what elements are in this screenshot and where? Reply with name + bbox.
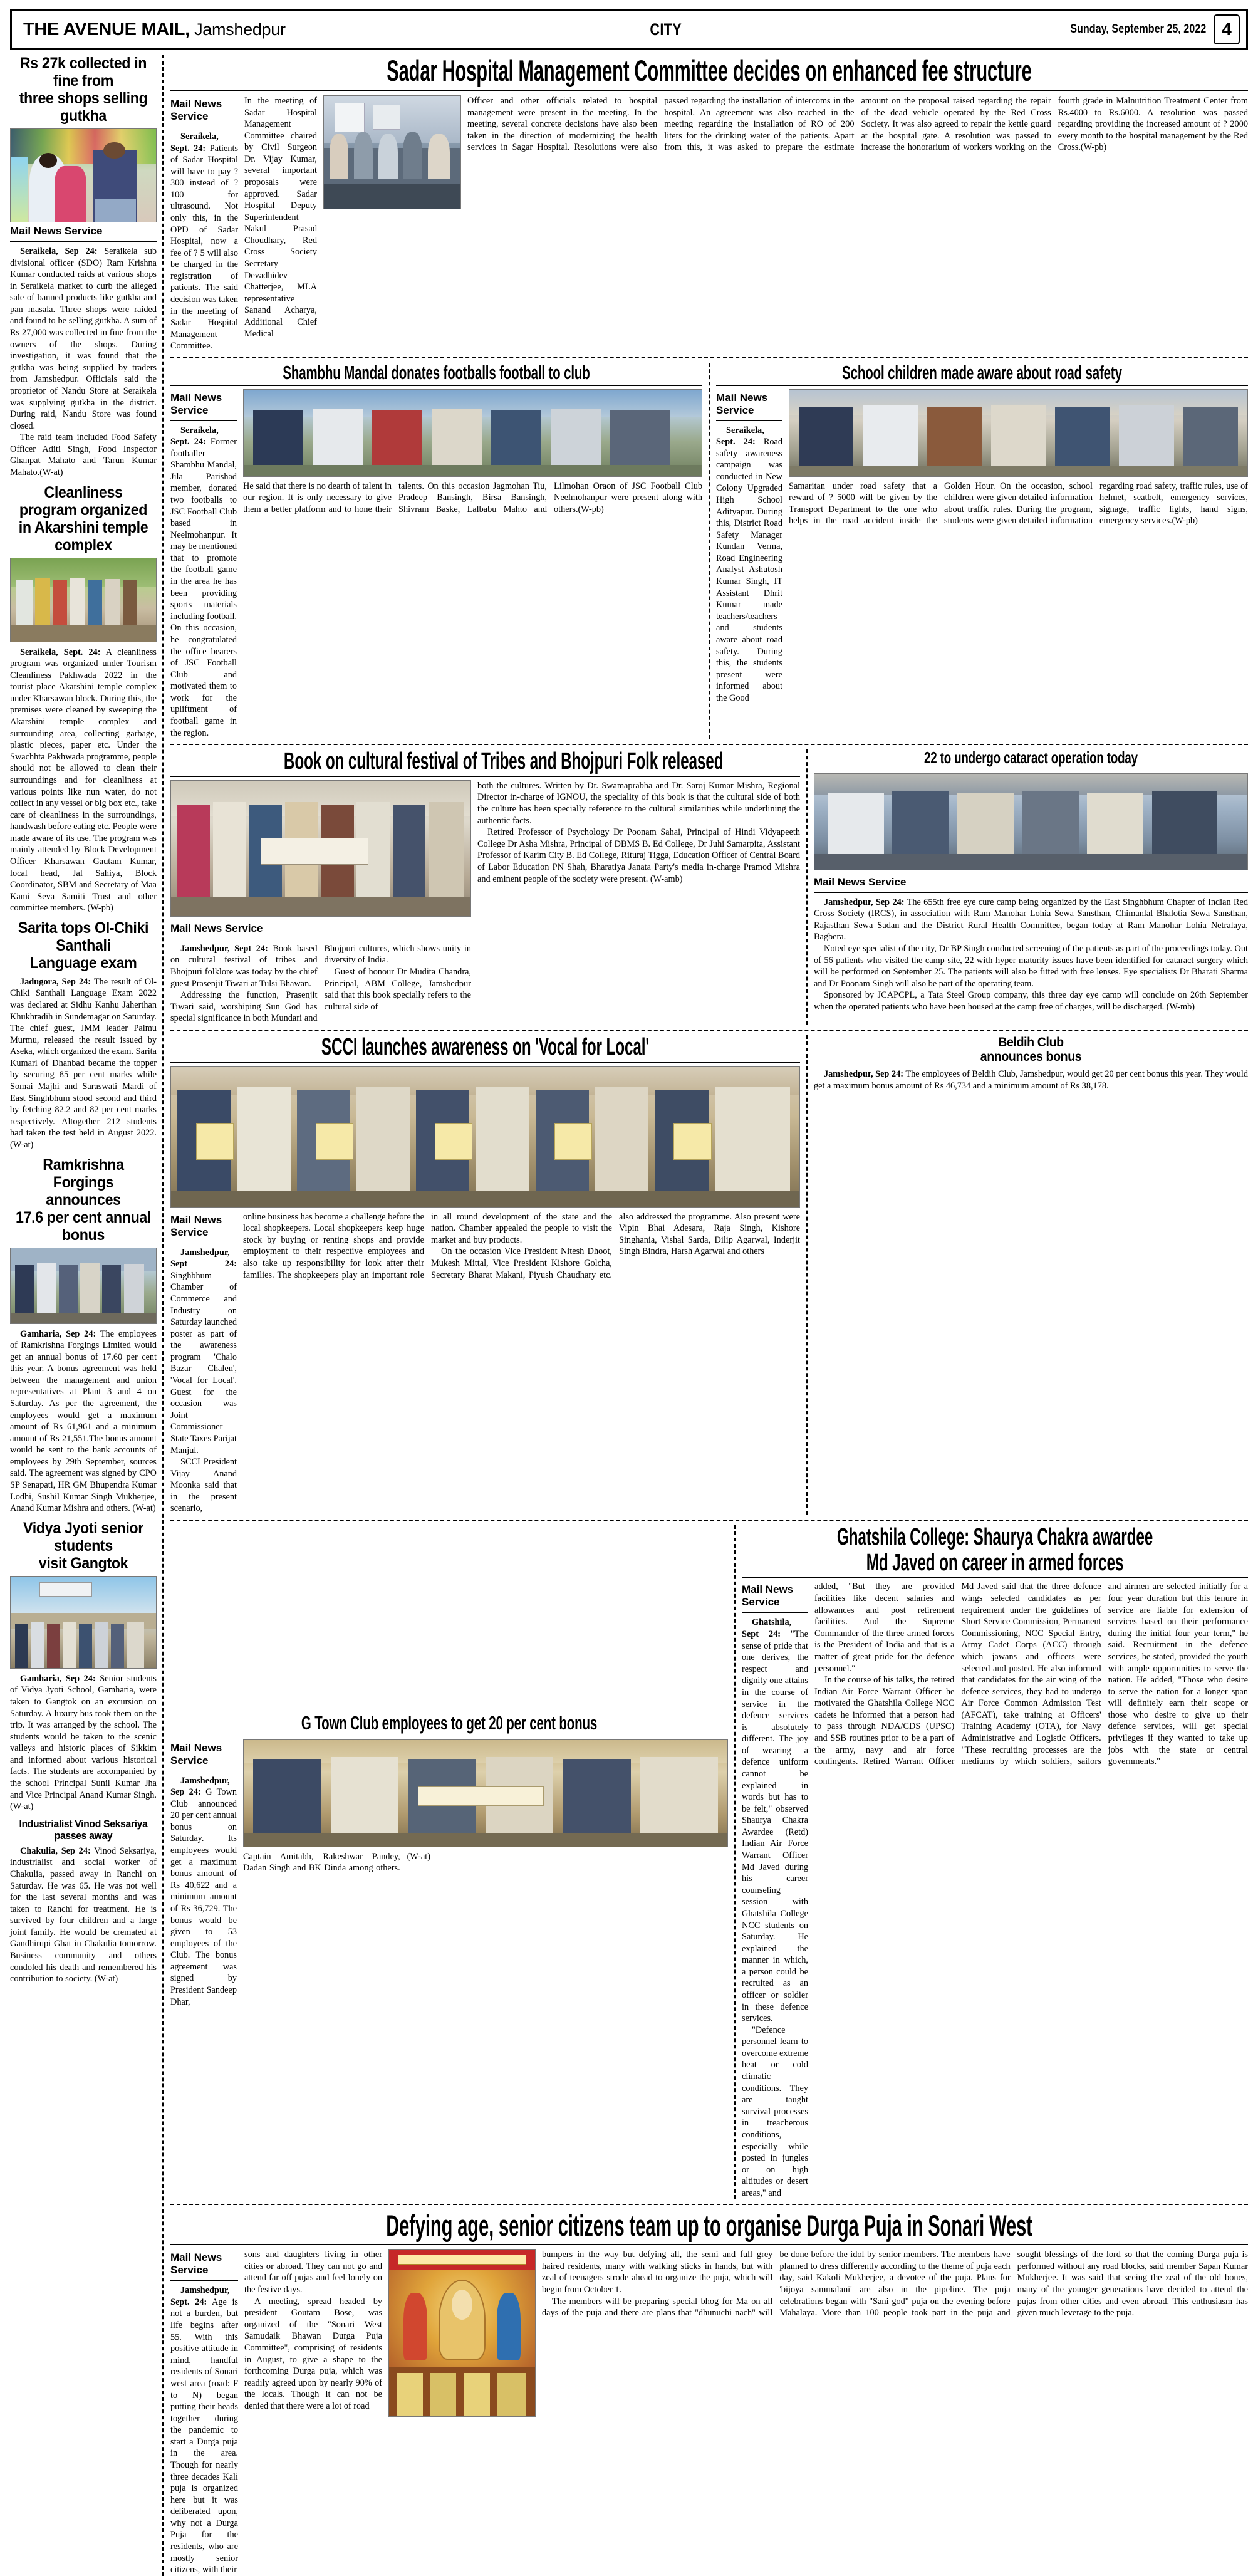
rule bbox=[170, 90, 1248, 91]
headline-cleanliness: Cleanliness program organized in Akarshini temple complex bbox=[18, 483, 148, 554]
article-scci bbox=[170, 1035, 806, 1515]
body-durga-rest: bumpers in the way but defying all, the semi and full grey haired residents, many with walking sticks in hands, but with zeal of teenagers strode ahead to organize the puja, which will begin from October 1. The members will be preparing special bhog for Ma on all days of the puja and there are plans that "dhunuchi nach" will be done before the idol by senior members. The members have planned to dress differently according to the theme of puja each day, said Kakoli Mukherjee, a devotee of the puja. Plans for 'bijoya sammalani' are also in the pipeline. The puja celebrations began with "Sani god" puja on the evening before Mahalaya. More than 100 people took part in the puja and sought blessings of the lord so that the coming Durga puja is performed without any road blocks, said member Sapan Kumar Mukherjee. It was said that seeing the zeal of the old bones, many of the younger generations have decided to attend the pujas from other cities and even abroad. This enthusiasm has given much leverage to the puja. bbox=[542, 2250, 1248, 2318]
body-sarita-p1: The result of Ol-Chiki Santhali Language Exam 2022 was declared at Sidhu Kanhu Jaherthan Khukhradih in Sundemagar on Saturday. The chief guest, JMM leader Palmu Murmu, released the result issued by Aseka, which organized the exam. Sarita Kumari of Dhanbad became the topper by securing 85 per cent marks while Somai Majhi and Saraswati Mardi of East Singhbhum stood second and third by fetching 82.2 and 82 per cent marks respectively. Altogether 212 students had taken the test held in August 2022.(W-at) bbox=[10, 976, 157, 1150]
article-cataract bbox=[806, 749, 1248, 1025]
photo-scci-poster bbox=[170, 1066, 800, 1208]
section-divider bbox=[170, 1030, 1248, 1031]
body-book-lower: Jamshedpur, Sept 24: Book based on cultural festival of tribes and Bhojpuri folklore was today by the chief guest Prasenjit Tiwari at Tulsi Bhawan. Addressing the function, Prasenjit Tiwari said, worshiping Sun God has special significance in both Mundari and Bhojpuri cultures, which shows unity in diversity of India. Guest of honour Dr Mudita Chandra, Principal, ABM College, Jamshedpur said that this book specially refers to the cultural side of bbox=[170, 943, 471, 1024]
headline-roadsafety: School children made aware about road safety bbox=[842, 361, 1122, 383]
photo-book-release bbox=[170, 780, 471, 917]
photo-shambhu-football bbox=[243, 389, 702, 477]
masthead-right bbox=[1046, 14, 1240, 44]
photo-ramkrishna bbox=[10, 1248, 157, 1324]
dateline-book: Jamshedpur, Sept 24: bbox=[180, 943, 268, 954]
masthead-city: Jamshedpur bbox=[194, 19, 286, 39]
body-beldih: Jamshedpur, Sep 24: The employees of Beldih Club, Jamshedpur, would get 20 per cent bonus this year. They would get a maximum bonus amount of Rs 46,734 and a minimum amount of Rs 38,178. bbox=[814, 1068, 1248, 1091]
dateline-ghatshila: Ghatshila, Sept 24: bbox=[742, 1617, 792, 1640]
dateline-durga: Jamshedpur, Sept. 24: bbox=[170, 2285, 230, 2307]
dateline-shambhu: Seraikela, Sept. 24: bbox=[170, 425, 219, 447]
article-ghatshila bbox=[734, 1525, 1248, 2199]
article-durga bbox=[170, 2209, 1248, 2575]
body-ramkrishna-p1: The employees of Ramkrishna Forgings Limited would get an annual bonus of 17.60 per cent this year. A bonus agreement was held between the management and union representatives at Plant 3 and 4 on Saturday. As per the agreement, the employees would get a maximum amount of Rs 61,961 and a minimum amount of Rs 21,551.The bonus amount would be sent to the bank accounts of employees by 29th September, sources said. The agreement was signed by CPO SP Senapati, HR GM Bhupendra Kumar Lodhi, Sushil Kumar Singh Mukherjee, Anand Kumar Mishra and others. (W-at) bbox=[10, 1328, 157, 1514]
headline-sarita: Sarita tops Ol-Chiki Santhali Language exam bbox=[18, 919, 149, 972]
byline-durga: Mail News Service bbox=[170, 2251, 222, 2276]
article-book bbox=[170, 749, 806, 1025]
left-rail bbox=[10, 55, 164, 2576]
article-sarita bbox=[10, 919, 157, 1151]
photo-durga-pandal bbox=[388, 2249, 536, 2417]
photo-vidyajyoti bbox=[10, 1576, 157, 1669]
headline-cataract: 22 to undergo cataract operation today bbox=[924, 748, 1138, 768]
dateline-gutkha: Seraikela, Sep 24: bbox=[20, 246, 98, 256]
body-book-right: both the cultures. Written by Dr. Swamaprabha and Dr. Saroj Kumar Mishra, Regional Director in-charge of IGNOU, the speciality of this book is that the cultural side of both the culture has been specially reference to the cultural similarities while underlining the authentic facts. Retired Professor of Psychology Dr Poonam Sahai, Principal of Hindi Vidyapeeth College Dr Asha Mishra, Principal of DBMS B. Ed College, Dr Juhi Samarpita, Assistant Professor of Karim City B. Ed College, Rituraj Tigga, Education Officer of Central Board of Labor Education PN Shah, Bharatiya Janata Party's media in-charge Pramod Mishra and eminent people of the society were present. (W-amb) bbox=[477, 780, 800, 884]
headline-gutkha: Rs 27k collected in fine from three shops selling gutkha bbox=[19, 55, 148, 125]
photo-gutkha-shop bbox=[10, 128, 157, 222]
headline-ghatshila-l1: Ghatshila College: Shaurya Chakra awardee bbox=[836, 1523, 1153, 1550]
article-vidyajyoti bbox=[10, 1520, 157, 1813]
section-divider bbox=[170, 2204, 1248, 2205]
masthead-section: CITY bbox=[650, 19, 682, 39]
masthead-date: Sunday, September 25, 2022 bbox=[1070, 23, 1206, 36]
body-vinod-p1: Vinod Seksariya, industrialist and social worker of Chakulia, passed away in Ranchi on Saturday. He was 65. He was not well for the last several months and was taken to Ranchi for treatment. He is survived by four children and a large joint family. He would be cremated at Gandhirupi Ghat in Chakulia tomorrow. Business community and others condoled his death and remembered his contribution to society. (W-at) bbox=[10, 1845, 157, 1984]
body-gtown-col1: Jamshedpur, Sep 24: G Town Club announced 20 per cent annual bonus on Saturday. Its employees would get a maximum bonus amount of Rs 40,622 and a minimum amount of Rs 36,729. The bonus would be given to 53 employees of the Club. The bonus agreement was signed by President Sandeep Dhar, bbox=[170, 1775, 237, 2007]
photo-sadar-meeting bbox=[323, 95, 461, 209]
byline-rule bbox=[742, 1612, 808, 1613]
headline-book: Book on cultural festival of Tribes and Bhojpuri Folk released bbox=[283, 748, 724, 775]
body-shambhu-col1: Seraikela, Sept. 24: Former footballer Shambhu Mandal, Jila Parishad member, donated two footballs to JSC Football Club based in Neelmohanpur. It may be mentioned that to promote the football game in the area he has been providing sports materials including football. On this occasion, he congratulated the office bearers of JSC Football Club and motivated them to work for the upliftment of football game in the region. bbox=[170, 425, 237, 738]
rule bbox=[742, 1577, 1248, 1578]
body-vidyajyoti bbox=[10, 1673, 157, 1813]
article-ramkrishna bbox=[10, 1156, 157, 1515]
dateline-vinod: Chakulia, Sep 24: bbox=[20, 1845, 91, 1856]
rule bbox=[170, 776, 800, 777]
main-area bbox=[164, 55, 1248, 2576]
body-roadsafety-rest: Samaritan under road safety that a reward of ? 5000 will be given by the Transport Department to the one who helps in the road accident inside the Golden Hour. On the occasion, school children were given detailed information about traffic rules. During the program, students were given detailed information regarding road safety, traffic rules, use of helmet, seatbelt, emergency services, signage, traffic lights, hand signs, emergency services.(W-pb) bbox=[789, 481, 1248, 526]
body-cleanliness-p1: A cleanliness program was organized under Tourism Cleanliness Pakhwada 2022 in the tourist place Akarshini temple complex under Kharsawan block. During this, the premises were cleaned by sweeping the Akarshini temple complex and surrounding area, collecting garbage, plastic pieces, paper etc. Under the Swachhta Pakhwada programme, people should not be allowed to clean their surroundings and for cleanliness at various points like nun water, do not collect in any vessel or big box etc., take care of cleanliness in the surroundings, handwash before eating etc. People were made aware of its use. The program was mainly attended by Block Development Officer Kharsawan Gautam Kumar, local head, Jal Sahiya, Block Coordinator, SBM and Secretary of Maa Kami Seva Samiti Trust and other committee members. (W-pb) bbox=[10, 647, 157, 914]
headline-shambhu: Shambhu Mandal donates footballs football to club bbox=[283, 361, 590, 383]
body-sadar-rest: Officer and other officials related to hospital management were present in the meeting. In the meeting, several concrete decisions have also been taken in the direction of modernizing the health services in Sagar Hospital. Resolutions were also passed regarding the installation of intercoms in the hospital. An agreement was also reached in the meeting regarding the installation of RO of 200 liters for the drinking water of the patients. Apart from this, it was asked to prepare the estimate amount on the proposal raised regarding the repair of the dead vehicle operated by the Red Cross Society. It was also agreed to repair the kettle guard at the hospital gate. A resolution was passed to increase the honorarium of workers working on the fourth grade in Malnutrition Treatment Center from Rs.4000 to Rs.6000. A resolution was passed regarding providing the increased amount of ? 2000 every month to the hospital management by the Red Cross.(W-pb) bbox=[467, 95, 1248, 153]
headline-ramkrishna: Ramkrishna Forgings announces 17.6 per cent annual bonus bbox=[15, 1155, 152, 1244]
article-roadsafety bbox=[709, 363, 1248, 739]
body-gutkha-p1: Seraikela sub divisional officer (SDO) Ram Krishna Kumar conducted raids at various shops in Seraikela market to curb the alleged sale of banned products like gutkha and pan masala. Three shops were raided and found to be selling gutkha. A sum of Rs 27,000 was collected in fine from the owners of the shops. During investigation, it was found that the gutkha was being supplied by traders from Jamshedpur. Officials said the proprietor of Nandu Store at Seraikela was supplying gutkha in the district. During raid, Nandu Store was found closed. bbox=[10, 246, 157, 431]
body-vidyajyoti-p1: Senior students of Vidya Jyoti School, Gamharia, were taken to Gangtok on an excursion on Saturday. A luxury bus took them on the trip. It was arranged by the school. The students would be taken to the scenic valleys and historic places of Sikkim and informed about various historical facts. The students are accompanied by the school Principal Sunil Kumar Jha and Vice Principal Anand Kumar Singh.(W-at) bbox=[10, 1673, 157, 1812]
photo-roadsafety bbox=[789, 389, 1248, 477]
masthead-section-wrap bbox=[286, 20, 1046, 39]
byline-ghatshila: Mail News Service bbox=[742, 1583, 794, 1609]
row-shambhu-roadsafety bbox=[170, 363, 1248, 739]
article-vinod bbox=[10, 1818, 157, 1985]
body-sarita bbox=[10, 976, 157, 1151]
body-gtown-rest: Captain Amitabh, Rakeshwar Pandey, Dadan Singh and BK Dinda among others.(W-at) bbox=[243, 1851, 430, 1874]
dateline-vidyajyoti: Gamharia, Sep 24: bbox=[20, 1673, 96, 1684]
row-scci-beldih bbox=[170, 1035, 1248, 1515]
byline-gtown: Mail News Service bbox=[170, 1741, 222, 1766]
article-shambhu bbox=[170, 363, 709, 739]
headline-beldih: Beldih Club announces bonus bbox=[980, 1035, 1082, 1065]
body-shambhu-rest: He said that there is no dearth of talent in our region. It is only necessary to give them a better platform and to hone their talents. On this occasion Jagmohan Tiu, Pradeep Bansingh, Birsa Bansingh, Shivram Baske, Lalbabu Mahto and Lilmohan Oraon of JSC Football Club Neelmohanpur were present along with others.(W-pb) bbox=[243, 481, 702, 514]
dateline-roadsafety: Seraikela, Sept. 24: bbox=[716, 425, 764, 447]
sadar-layout bbox=[170, 95, 1248, 352]
section-divider bbox=[170, 357, 1248, 358]
article-gtown bbox=[170, 1525, 734, 2199]
article-beldih bbox=[806, 1035, 1248, 1515]
body-ghatshila-col1: Ghatshila, Sept 24: "The sense of pride that one derives, the respect and dignity one attains in the course of service in the defence services is absolutely different. The joy of wearing a defence uniform cannot be explained in words but has to be felt," observed Shaurya Chakra Awardee (Retd) Indian Air Force Warrant Officer Md Javed during his career counseling session with Ghatshila College NCC students on Saturday. He explained the manner in which, a person could be recruited as an officer or soldier in these defence services. "Defence personnel learn to overcome extreme heat or cold climatic conditions. They are taught survival processes in treacherous conditions, especially while posted in jungles or on high altitudes or desert areas," and bbox=[742, 1617, 808, 2198]
byline-rule bbox=[10, 241, 157, 242]
body-scci-col1: Jamshedpur, Sept 24: Singhbhum Chamber of Commerce and Industry on Saturday launched poster as part of the awareness program 'Chalo Bazar Chalen', 'Vocal for Local'. Guest for the occasion was Joint Commissioner State Taxes Parijat Manjul. SCCI President Vijay Anand Moonka said that in the present scenario, bbox=[170, 1247, 237, 1514]
headline-sadar: Sadar Hospital Management Committee decides on enhanced fee structure bbox=[387, 54, 1032, 87]
photo-cataract-camp bbox=[814, 773, 1248, 870]
body-ghatshila-rest: added, "But they are provided facilities like decent salaries and allowances and post retirement facilities. And the Supreme Commander of the three armed forces is the President of India and that is a matter of great pride for the defence personnel." In the course of his talks, the retired Indian Air Force Warrant Officer he motivated the Ghatshila College NCC cadets he informed that a person had to pass through NDA/CDS (UPSC) and SSB routines prior to be a part of the army, navy and air force contingents. Retired Warrant Officer Md Javed said that the three defence wings selected candidates as per requirement under the guidelines of Short Service Commission, Permanent Commissioning, NCC Special Entry, Army Cadet Corps (ACC) through which jawans and officers were selected and posted. He also informed that candidates for the air wing of the defence services, they had to undergo Air Force Common Admission Test (AFCAT), take training at Officers' Training Academy (OTA), for Navy Administrative and Logistic Officers. "These recruiting processes are the mediums by which soldiers, sailors and airmen are selected initially for a four year duration but this tenure in service are liable for extension of services based on their performance during the initial four year term," he said. Recruitment in the defence services, he stated, provided the youth with ample opportunities to serve the nation. He added, "Those who desire to serve the nation for a longer span will definitely earn their scope or those who desire to give up their defence services, will get special privileges if they wanted to take up jobs with the state or central governments." bbox=[814, 1582, 1248, 1767]
body-sadar-col2: In the meeting of Sadar Hospital Management Committee chaired by Civil Surgeon Dr. Vijay Kumar, several important proposals were approved. Sadar Hospital Deputy Superintendent Nakul Prasad Choudhary, Red Cross Society Secretary Devadhidev Chatterjee, MLA representative Sanand Acharya, Additional Chief Medical bbox=[244, 95, 317, 339]
dateline-gtown: Jamshedpur, Sep 24: bbox=[170, 1775, 230, 1798]
masthead-brand bbox=[23, 19, 286, 40]
byline-cataract: Mail News Service bbox=[814, 875, 907, 888]
dateline-cataract: Jamshedpur, Sep 24: bbox=[824, 897, 905, 907]
masthead-brand-name: THE AVENUE MAIL, bbox=[23, 19, 190, 39]
body-cleanliness bbox=[10, 647, 157, 914]
byline-roadsafety: Mail News Service bbox=[716, 391, 768, 416]
body-scci-rest: online business has become a challenge before the local shopkeepers. Local shopkeepers keep huge stock by buying or renting shops and provide employment to their respective employees and also take up responsibility for look after their families. The shopkeepers play an important role in all round development of the state and the nation. Chamber appealed the people to visit the market and buy products. On the occasion Vice President Nitesh Dhoot, Mukesh Mittal, Vice President Kishore Golcha, Secretary Bharat Makani, Piyush Chaudhary etc. also addressed the programme. Also present were Vipin Bhai Adesara, Raja Singh, Kishore Singhania, Vishal Sarda, Dilip Agarwal, Inderjit Singh Bindra, Harsh Agarwal and others bbox=[243, 1211, 800, 1280]
byline-rule bbox=[814, 892, 1248, 893]
body-durga-col2: sons and daughters living in other cities or abroad. They can not go and attend far off pujas and feel lonely on the festive days. A meeting, spread headed by president Goutam Bose, was organized of the "Sonari West Samudaik Bhawan Durga Puja Committee", comprising of residents in August, to give a shape to the forthcoming Durga puja, which was readily agreed upon by nearly 90% of the locals. Though it can not be denied that there were a lot of road bbox=[244, 2250, 382, 2411]
photo-gtown-bonus bbox=[243, 1739, 728, 1847]
byline-shambhu: Mail News Service bbox=[170, 391, 222, 416]
byline-gutkha: Mail News Service bbox=[10, 225, 103, 237]
dateline-ramkrishna: Gamharia, Sep 24: bbox=[20, 1328, 96, 1339]
article-cleanliness bbox=[10, 484, 157, 914]
byline-book: Mail News Service bbox=[170, 922, 263, 934]
byline-sadar: Mail News Service bbox=[170, 97, 222, 122]
byline-rule bbox=[170, 2280, 238, 2281]
dateline-beldih: Jamshedpur, Sep 24: bbox=[824, 1068, 904, 1079]
headline-durga: Defying age, senior citizens team up to organise Durga Puja in Sonari West bbox=[386, 2209, 1032, 2243]
headline-ghatshila-l2: Md Javed on career in armed forces bbox=[866, 1549, 1124, 1576]
dateline-sarita: Jadugora, Sep 24: bbox=[20, 976, 91, 987]
body-cataract: Jamshedpur, Sep 24: The 655th free eye cure camp being organized by the East Singhbhum Chapter of Indian Red Cross Society (IRCS), in association with Ram Manohar Lohia Sewa Sansthan, Chimanlal Bhalotia Sewa Sansthan, Rajasthan Sewa Sadan and the District Rural Health Committee, began today at Ram Manohar Lohia Netralaya, Bagbera. Noted eye specialist of the city, Dr BP Singh conducted screening of the patients as part of the proceedings today. Out of 56 patients who visited the camp site, 22 with hyper maturity issues have been identified for cataract surgery which will be performed on September 25. The patients will also be fitted with free lenses. Eye specialists Dr Bharati Sharma and Dr Poonam Singh will also be part of the operating team. Sponsored by JCAPCPL, a Tata Steel Group company, this three day eye camp will conclude on 26th September when the operated patients who have been housed at the camp free of charges, will be discharged. (W-mb) bbox=[814, 897, 1249, 1012]
headline-vidyajyoti: Vidya Jyoti senior students visit Gangtok bbox=[23, 1519, 143, 1572]
body-durga-col1: Jamshedpur, Sept. 24: Age is not a burden, but life begins after 55. With this positive attitude in mind, handful residents of Sonari west area (road: F to N) began putting their heads together during the pandemic to start a Durga puja in the area. Though for nearly three decades Kali puja is organized here but it was deliberated upon, why not a Durga Puja for the residents, who are mostly senior citizens, with their bbox=[170, 2285, 238, 2575]
dateline-scci: Jamshedpur, Sept 24: bbox=[170, 1247, 237, 1270]
headline-vinod: Industrialist Vinod Seksariya passes away bbox=[19, 1817, 148, 1842]
row-gtown-ghatshila bbox=[170, 1525, 1248, 2199]
row-book-cataract bbox=[170, 749, 1248, 1025]
section-divider bbox=[170, 744, 1248, 745]
body-gutkha-p2: The raid team included Food Safety Officer Aditi Singh, Food Inspector Ghanpat Mahato and Tarun Kumar Mahato.(W-at) bbox=[10, 432, 157, 477]
body-gutkha bbox=[10, 246, 157, 479]
body-sadar-col1: Seraikela, Sept. 24: Patients of Sadar Hospital will have to pay ?300 instead of ?100 for ultrasound. Not only this, in the OPD of Sadar Hospital, now a fee of ? 5 will also be charged in the registration of patients. The said decision was taken in the meeting of Sadar Hospital Management Committee. bbox=[170, 131, 239, 352]
byline-rule bbox=[716, 420, 782, 421]
dateline-sadar: Seraikela, Sept. 24: bbox=[170, 131, 219, 154]
page-number: 4 bbox=[1214, 14, 1240, 44]
article-gutkha bbox=[10, 55, 157, 479]
section-divider bbox=[170, 1520, 1248, 1521]
byline-scci: Mail News Service bbox=[170, 1213, 222, 1238]
dateline-cleanliness: Seraikela, Sept. 24: bbox=[20, 647, 101, 657]
body-ramkrishna bbox=[10, 1328, 157, 1515]
rule bbox=[716, 385, 1248, 386]
page-body bbox=[10, 55, 1248, 2576]
body-vinod bbox=[10, 1845, 157, 1985]
byline-rule bbox=[170, 420, 237, 421]
rule bbox=[170, 385, 702, 386]
masthead bbox=[10, 9, 1248, 50]
article-sadar bbox=[170, 55, 1248, 352]
headline-scci: SCCI launches awareness on 'Vocal for Local' bbox=[321, 1033, 650, 1060]
durga-layout bbox=[170, 2249, 1248, 2575]
photo-cleanliness bbox=[10, 558, 157, 642]
headline-gtown: G Town Club employees to get 20 per cent bonus bbox=[301, 1711, 598, 1734]
body-roadsafety-col1: Seraikela, Sept. 24: Road safety awareness campaign was conducted in New Colony Upgraded High School Adityapur. During this, District Road Safety Manager Kundan Verma, Road Engineering Analyst Ashutosh Kumar Singh, IT Assistant Dhrit Kumar made teachers/teachers and students aware about road safety. During this, the students present were informed about the Good bbox=[716, 425, 783, 703]
rule bbox=[170, 1062, 800, 1063]
rule bbox=[170, 2244, 1248, 2245]
